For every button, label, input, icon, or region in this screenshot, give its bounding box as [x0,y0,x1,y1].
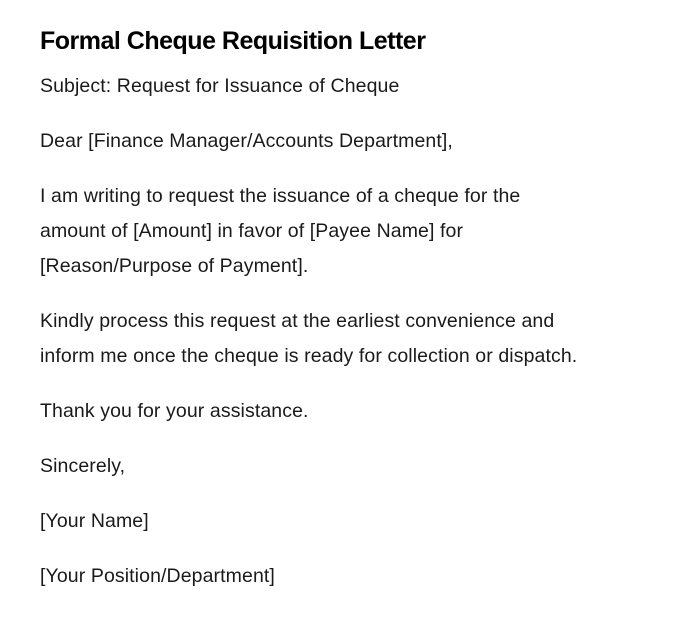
letter-document [40,24,660,594]
body-paragraph-request [40,179,660,284]
body-line: amount of [Amount] in favor of [Payee Name] for [40,220,464,242]
body-line: [Reason/Purpose of Payment]. [40,255,309,277]
closing: Sincerely, [40,455,126,477]
body-line: I am writing to request the issuance of a cheque for the [40,185,521,207]
signature-position: [Your Position/Department] [40,565,275,587]
thanks-line: Thank you for your assistance. [40,400,309,422]
document-title: Formal Cheque Requisition Letter [40,27,426,55]
subject-line: Subject: Request for Issuance of Cheque [40,75,400,97]
body-line: inform me once the cheque is ready for collection or dispatch. [40,345,578,367]
salutation: Dear [Finance Manager/Accounts Department], [40,130,453,152]
signature-name: [Your Name] [40,510,149,532]
body-line: Kindly process this request at the earliest convenience and [40,310,555,332]
body-paragraph-process [40,304,660,374]
